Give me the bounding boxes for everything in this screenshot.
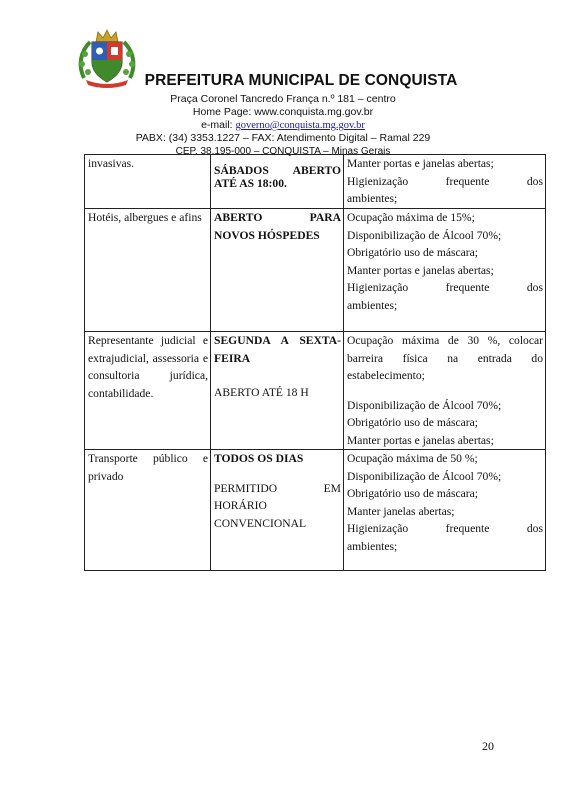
schedule-cell xyxy=(211,209,344,332)
measure-text: Manter janelas abertas; xyxy=(347,504,455,518)
measure-text: Higienização frequente dos xyxy=(347,522,543,535)
activity-text: Representante judicial e xyxy=(88,334,208,347)
measure-text: Disponibilização de Álcool 70%; xyxy=(347,469,502,483)
activity-text: Hotéis, albergues e afins xyxy=(88,211,202,224)
activity-cell xyxy=(85,209,211,332)
spacer xyxy=(214,468,341,480)
measure-text: barreira física na entrada do xyxy=(347,351,543,365)
measure-text: ambientes; xyxy=(347,298,398,312)
spacer xyxy=(214,367,341,384)
measures-cell xyxy=(344,450,546,571)
activity-text: privado xyxy=(88,469,124,483)
measure-text: Higienização frequente dos xyxy=(347,174,543,188)
measure-text: ambientes; xyxy=(347,539,398,553)
activity-text: consultoria jurídica, xyxy=(88,369,208,382)
table-row xyxy=(85,209,546,332)
spacer xyxy=(347,385,543,397)
measure-text: Obrigatório uso de máscara; xyxy=(347,416,479,429)
email-link[interactable]: governo@conquista.mg.gov.br xyxy=(235,120,365,131)
table-row xyxy=(85,450,546,571)
measures-cell xyxy=(344,332,546,450)
measure-text: Ocupação máxima de 30 %, colocar xyxy=(347,334,543,347)
schedule-text: TODOS OS DIAS xyxy=(214,452,304,465)
measure-text: estabelecimento; xyxy=(347,369,425,382)
schedule-text: PERMITIDO EM xyxy=(214,481,341,495)
measures-cell xyxy=(344,209,546,332)
schedule-text: ABERTO ATÉ 18 H xyxy=(214,386,309,399)
activity-text: invasivas. xyxy=(88,157,135,170)
email-label: e-mail: xyxy=(201,119,233,131)
schedule-text: SEGUNDA A SEXTA- xyxy=(214,334,341,347)
phone-line: PABX: (34) 3353.1227 – FAX: Atendimento Digital – Ramal 229 xyxy=(135,132,431,144)
schedule-cell xyxy=(211,332,344,450)
schedule-text: FEIRA xyxy=(214,351,251,365)
schedule-cell xyxy=(211,155,344,209)
activity-text: Transporte público e xyxy=(88,452,208,465)
measures-cell xyxy=(344,155,546,209)
measure-text: ambientes; xyxy=(347,192,398,205)
measure-text: Obrigatório uso de máscara; xyxy=(347,246,479,259)
measure-text: Ocupação máxima de 50 %; xyxy=(347,452,478,465)
schedule-text: ATÉ AS 18:00. xyxy=(214,177,287,190)
schedule-text: SÁBADOS ABERTO xyxy=(214,164,341,177)
measure-text: Disponibilização de Álcool 70%; xyxy=(347,398,502,412)
activity-text: contabilidade. xyxy=(88,386,154,400)
measure-text: Manter portas e janelas abertas; xyxy=(347,157,494,170)
email-line xyxy=(0,119,566,132)
measure-text: Ocupação máxima de 15%; xyxy=(347,211,475,224)
measure-text: Higienização frequente dos xyxy=(347,281,543,294)
activity-cell xyxy=(85,450,211,571)
activity-cell xyxy=(85,332,211,450)
schedule-cell xyxy=(211,450,344,571)
measure-text: Disponibilização de Álcool 70%; xyxy=(347,228,502,242)
schedule-text: CONVENCIONAL xyxy=(214,516,307,530)
measure-text: Manter portas e janelas abertas; xyxy=(347,263,494,277)
activity-cell xyxy=(85,155,211,209)
homepage-line: Home Page: www.conquista.mg.gov.br xyxy=(192,106,374,118)
schedule-text: HORÁRIO xyxy=(214,499,267,512)
page-number: 20 xyxy=(482,739,494,753)
measure-text: Obrigatório uso de máscara; xyxy=(347,487,479,500)
cep-line: CEP. 38.195-000 – CONQUISTA – Minas Gerais xyxy=(175,146,391,157)
table-row xyxy=(85,155,546,209)
address-line: Praça Coronel Tancredo França n.º 181 – centro xyxy=(170,93,396,105)
measure-text: Manter portas e janelas abertas; xyxy=(347,433,494,447)
table-row xyxy=(85,332,546,450)
municipality-title: PREFEITURA MUNICIPAL DE CONQUISTA xyxy=(144,72,458,89)
schedule-text: NOVOS HÓSPEDES xyxy=(214,228,320,242)
activity-text: extrajudicial, assessoria e xyxy=(88,351,208,365)
schedule-text: ABERTO PARA xyxy=(214,211,341,224)
measures-table xyxy=(84,154,546,571)
